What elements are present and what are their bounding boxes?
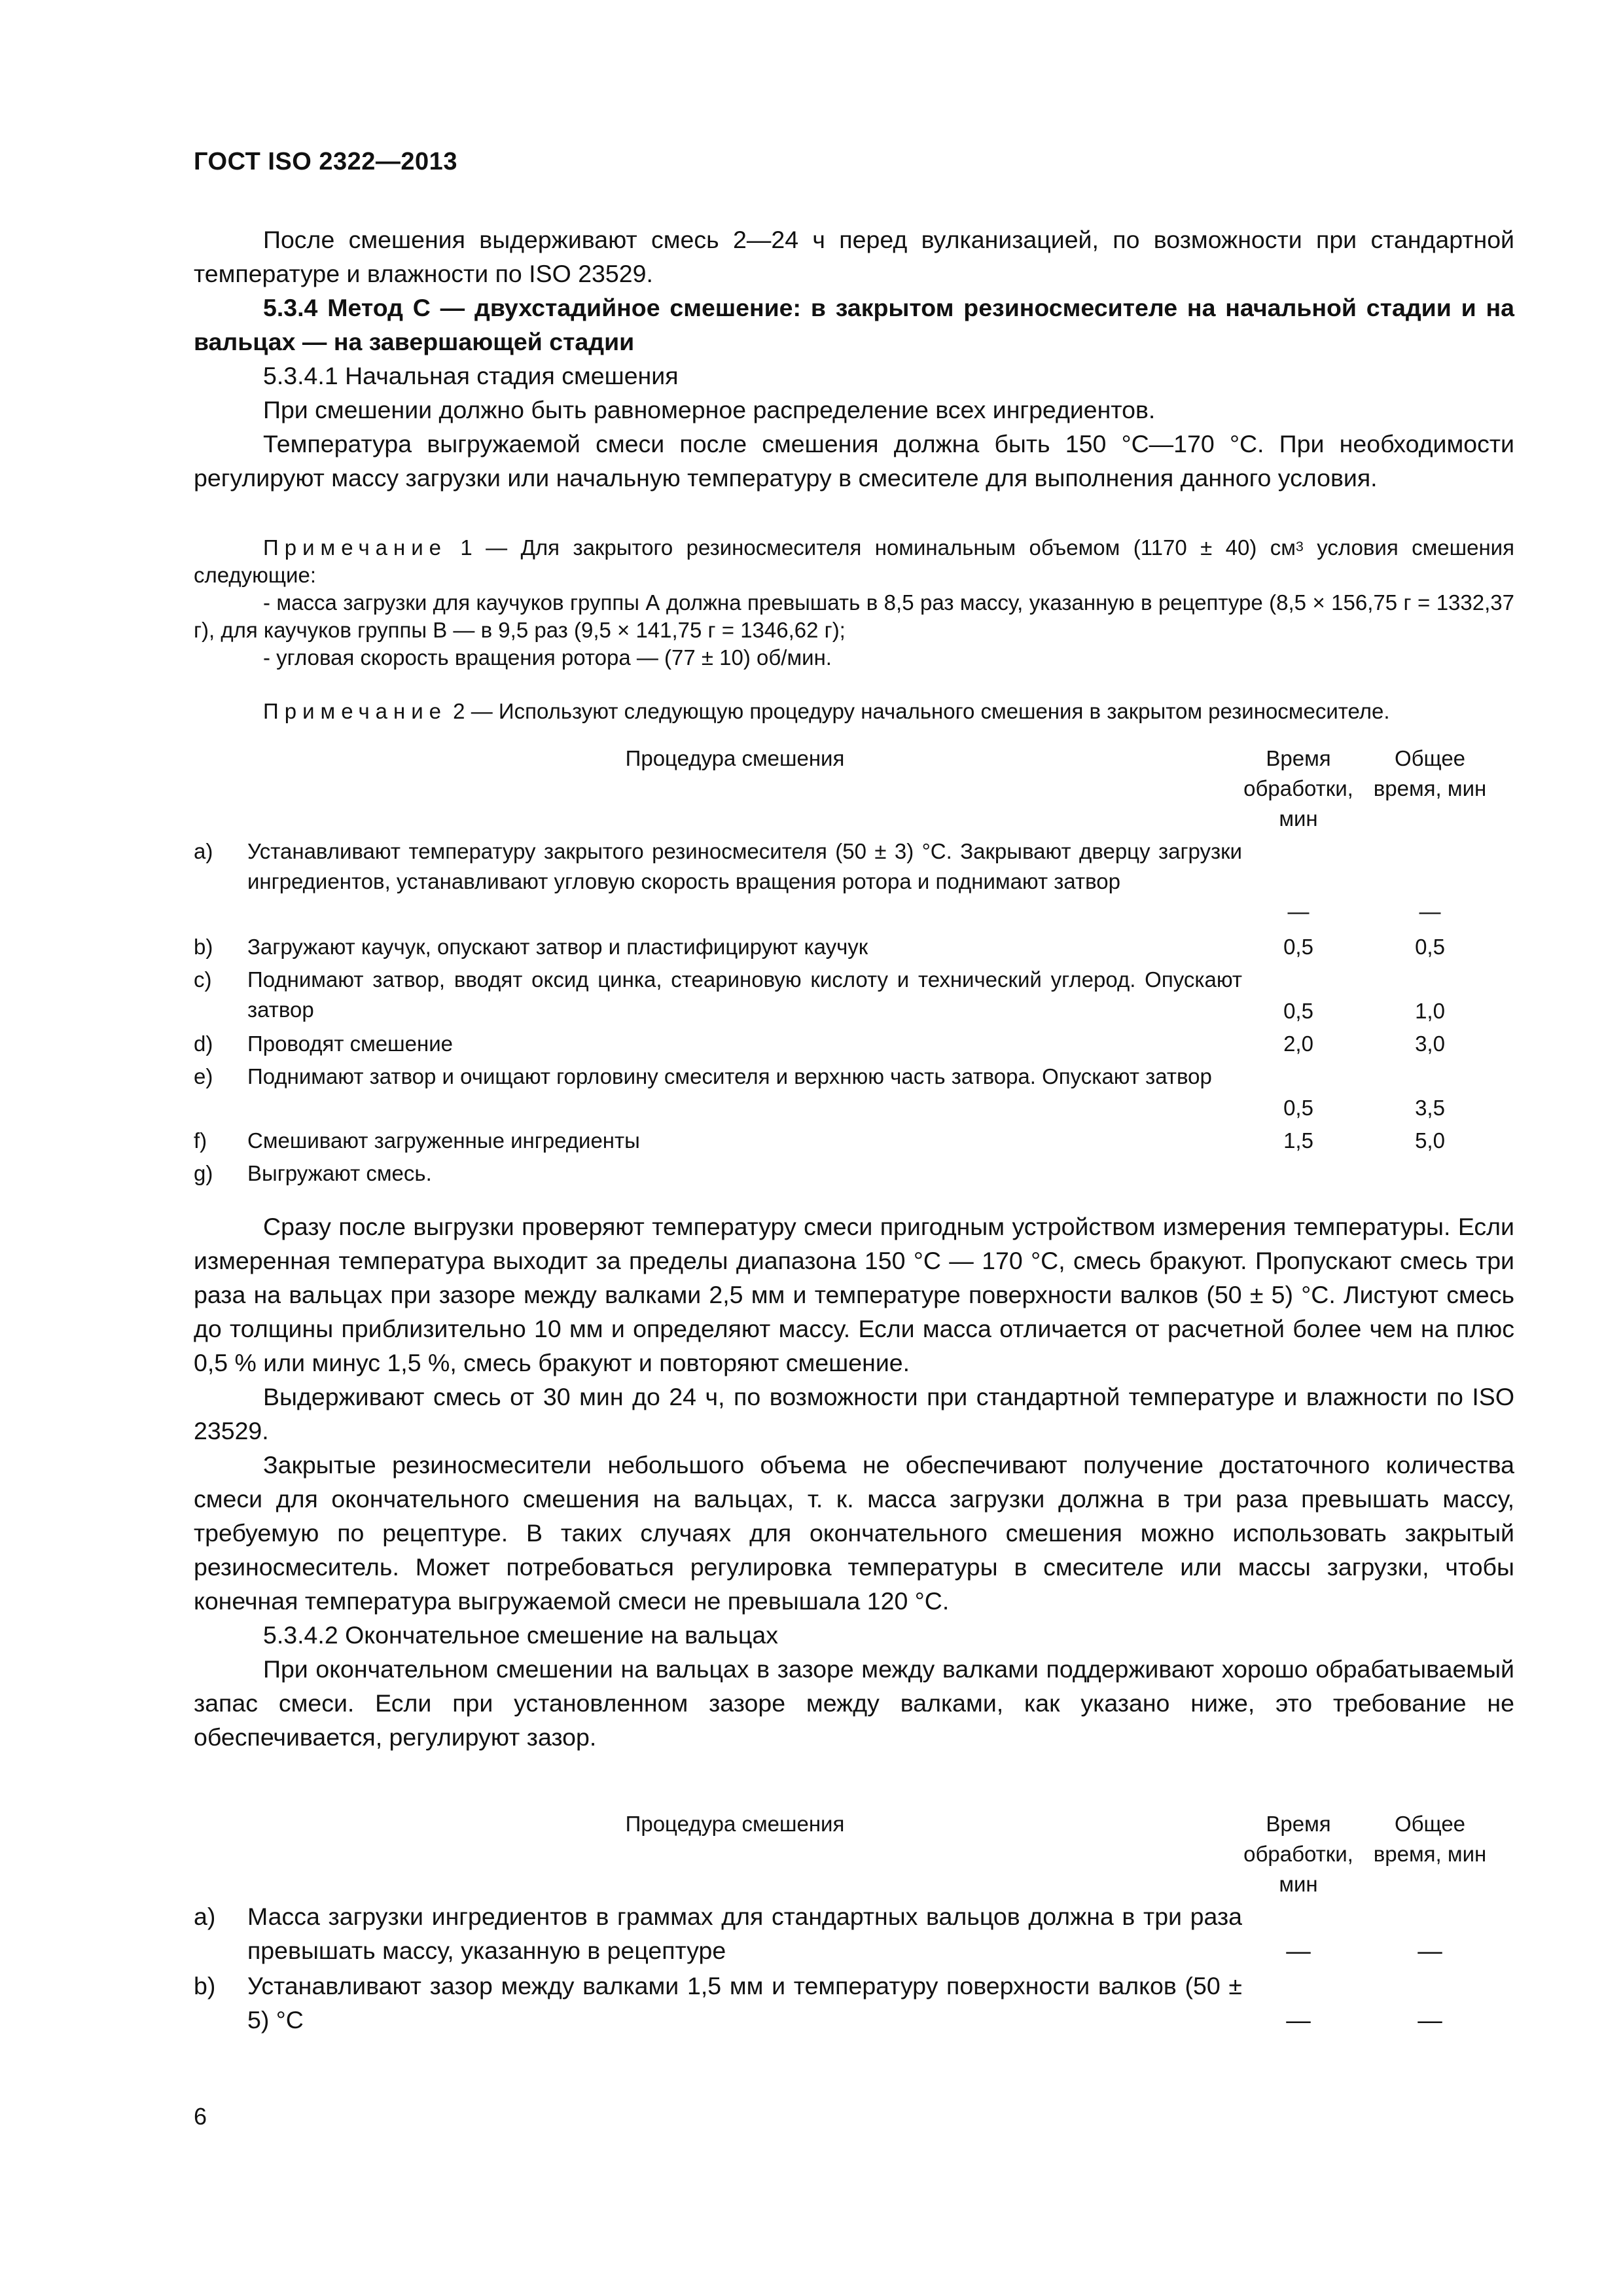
mixing-table-2 xyxy=(194,1809,1514,2058)
note-1 xyxy=(194,534,1514,672)
row-time: — xyxy=(1286,2006,1311,2034)
table-row xyxy=(194,1062,1514,1123)
row-letter: e) xyxy=(194,1064,213,1088)
table-row xyxy=(194,836,1514,927)
note-label: Примечание xyxy=(263,699,448,723)
row-total: 1,0 xyxy=(1415,999,1445,1023)
row-total: — xyxy=(1418,1937,1442,1964)
column-header-total: Общее время, мин xyxy=(1373,746,1487,800)
row-time: — xyxy=(1287,899,1310,924)
row-time: 0,5 xyxy=(1283,999,1313,1023)
subsection-heading: 5.3.4.1 Начальная стадия смешения xyxy=(263,362,679,389)
table-row xyxy=(194,1899,1514,1967)
row-text: Устанавливают температуру закрытого резиносмесителя (50 ± 3) °С. Закрывают дверцу загрузки ингредиентов, устанавливают угловую скорость вращения ротора и поднимают затвор xyxy=(247,839,1242,893)
row-total: 3,5 xyxy=(1415,1096,1445,1120)
row-letter: a) xyxy=(194,839,213,863)
row-text: Смешивают загруженные ингредиенты xyxy=(247,1128,640,1153)
row-total: — xyxy=(1419,899,1441,924)
row-text: Поднимают затвор, вводят оксид цинка, стеариновую кислоту и технический углерод. Опускают затвор xyxy=(247,967,1242,1022)
paragraph: При смешении должно быть равномерное распределение всех ингредиентов. xyxy=(263,396,1156,423)
row-total: 0,5 xyxy=(1415,935,1445,959)
row-time: 0,5 xyxy=(1283,935,1313,959)
column-header-time: Время обработки, мин xyxy=(1243,1812,1353,1896)
note-text-cont: условия смешения следующие: xyxy=(194,535,1514,587)
note-label: Примечание xyxy=(263,535,448,560)
paragraph: Выдерживают смесь от 30 мин до 24 ч, по возможности при стандартной температуре и влажности по ISO 23529. xyxy=(194,1383,1514,1444)
row-letter: c) xyxy=(194,967,212,992)
paragraph: Сразу после выгрузки проверяют температуру смеси пригодным устройством измерения температуры. Если измеренная температура выходит за пределы диапазона 150 °С — 170 °С, смесь бракуют. Пропускают смесь три раза на вальцах при зазоре между валками 2,5 мм и температуре поверхности валков (50 ± 5) °С. Листуют смесь до толщины приблизительно 10 мм и определяют массу. Если масса отличается от расчетной более чем на плюс 0,5 % или минус 1,5 %, смесь бракуют и повторяют смешение. xyxy=(194,1213,1514,1376)
body-section-2 xyxy=(194,1210,1514,1754)
row-total: 5,0 xyxy=(1415,1128,1445,1153)
document-header: ГОСТ ISO 2322—2013 xyxy=(194,148,457,175)
row-letter: a) xyxy=(194,1903,216,1930)
row-text: Устанавливают зазор между валками 1,5 мм и температуру поверхности валков (50 ± 5) °С xyxy=(247,1972,1242,2034)
table-header xyxy=(194,744,1514,829)
row-letter: b) xyxy=(194,935,213,959)
row-time: 2,0 xyxy=(1283,1031,1313,1056)
table-row xyxy=(194,965,1514,1026)
row-text: Выгружают смесь. xyxy=(247,1161,432,1185)
paragraph: При окончательном смешении на вальцах в зазоре между валками поддерживают хорошо обрабатываемый запас смеси. Если при установленном зазоре между валками, как указано ниже, это требование не обеспечивается, регулируют зазор. xyxy=(194,1655,1514,1751)
row-total: 3,0 xyxy=(1415,1031,1445,1056)
column-header-total: Общее время, мин xyxy=(1373,1812,1487,1866)
table-row xyxy=(194,1969,1514,2037)
table-row xyxy=(194,1029,1514,1059)
row-text: Поднимают затвор и очищают горловину смесителя и верхнюю часть затвора. Опускают затвор xyxy=(247,1064,1212,1088)
row-text: Проводят смешение xyxy=(247,1031,453,1056)
superscript: 3 xyxy=(1295,538,1304,554)
column-header-procedure: Процедура смешения xyxy=(625,1812,845,1836)
note-text: 1 — Для закрытого резиносмесителя номинальным объемом (1170 ± 40) см xyxy=(447,535,1296,560)
section-heading: 5.3.4 Метод С — двухстадийное смешение: в закрытом резиносмесителе на начальной стадии и на вальцах — на завершающей стадии xyxy=(194,294,1514,355)
row-time: 0,5 xyxy=(1283,1096,1313,1120)
note-2 xyxy=(194,698,1514,725)
column-header-time: Время обработки, мин xyxy=(1243,746,1353,831)
intro-section xyxy=(194,223,1514,495)
note-item: - угловая скорость вращения ротора — (77 ± 10) об/мин. xyxy=(263,645,832,670)
mixing-table-1 xyxy=(194,744,1514,1195)
subsection-heading: 5.3.4.2 Окончательное смешение на вальцах xyxy=(263,1621,778,1649)
table-header xyxy=(194,1809,1514,1894)
row-time: — xyxy=(1286,1937,1311,1964)
paragraph: После смешения выдерживают смесь 2—24 ч перед вулканизацией, по возможности при стандартной температуре и влажности по ISO 23529. xyxy=(194,226,1514,287)
paragraph: Закрытые резиносмесители небольшого объема не обеспечивают получение достаточного количества смеси для окончательного смешения на вальцах, т. к. масса загрузки должна в три раза превышать массу, требуемую по рецептуре. В таких случаях для окончательного смешения можно использовать закрытый резиносмеситель. Может потребоваться регулировка температуры в смесителе или массы загрузки, чтобы конечная температура выгружаемой смеси не превышала 120 °С. xyxy=(194,1451,1514,1615)
note-item: - масса загрузки для каучуков группы А должна превышать в 8,5 раз массу, указанную в рецептуре (8,5 × 156,75 г = 1332,37 г), для каучуков группы В — в 9,5 раз (9,5 × 141,75 г = 1346,62 г); xyxy=(194,590,1514,642)
row-letter: b) xyxy=(194,1972,216,2000)
page-number: 6 xyxy=(194,2103,207,2130)
row-letter: d) xyxy=(194,1031,213,1056)
paragraph: Температура выгружаемой смеси после смешения должна быть 150 °С—170 °С. При необходимости регулируют массу загрузки или начальную температуру в смесителе для выполнения данного условия. xyxy=(194,430,1514,492)
row-text: Загружают каучук, опускают затвор и пластифицируют каучук xyxy=(247,935,868,959)
row-letter: f) xyxy=(194,1128,207,1153)
table-row xyxy=(194,1158,1514,1189)
column-header-procedure: Процедура смешения xyxy=(625,746,845,770)
table-row xyxy=(194,932,1514,962)
table-row xyxy=(194,1126,1514,1156)
row-text: Масса загрузки ингредиентов в граммах для стандартных вальцов должна в три раза превышать массу, указанную в рецептуре xyxy=(247,1903,1242,1964)
note-text: 2 — Используют следующую процедуру начального смешения в закрытом резиносмесителе. xyxy=(447,699,1390,723)
row-time: 1,5 xyxy=(1283,1128,1313,1153)
row-letter: g) xyxy=(194,1161,213,1185)
row-total: — xyxy=(1418,2006,1442,2034)
